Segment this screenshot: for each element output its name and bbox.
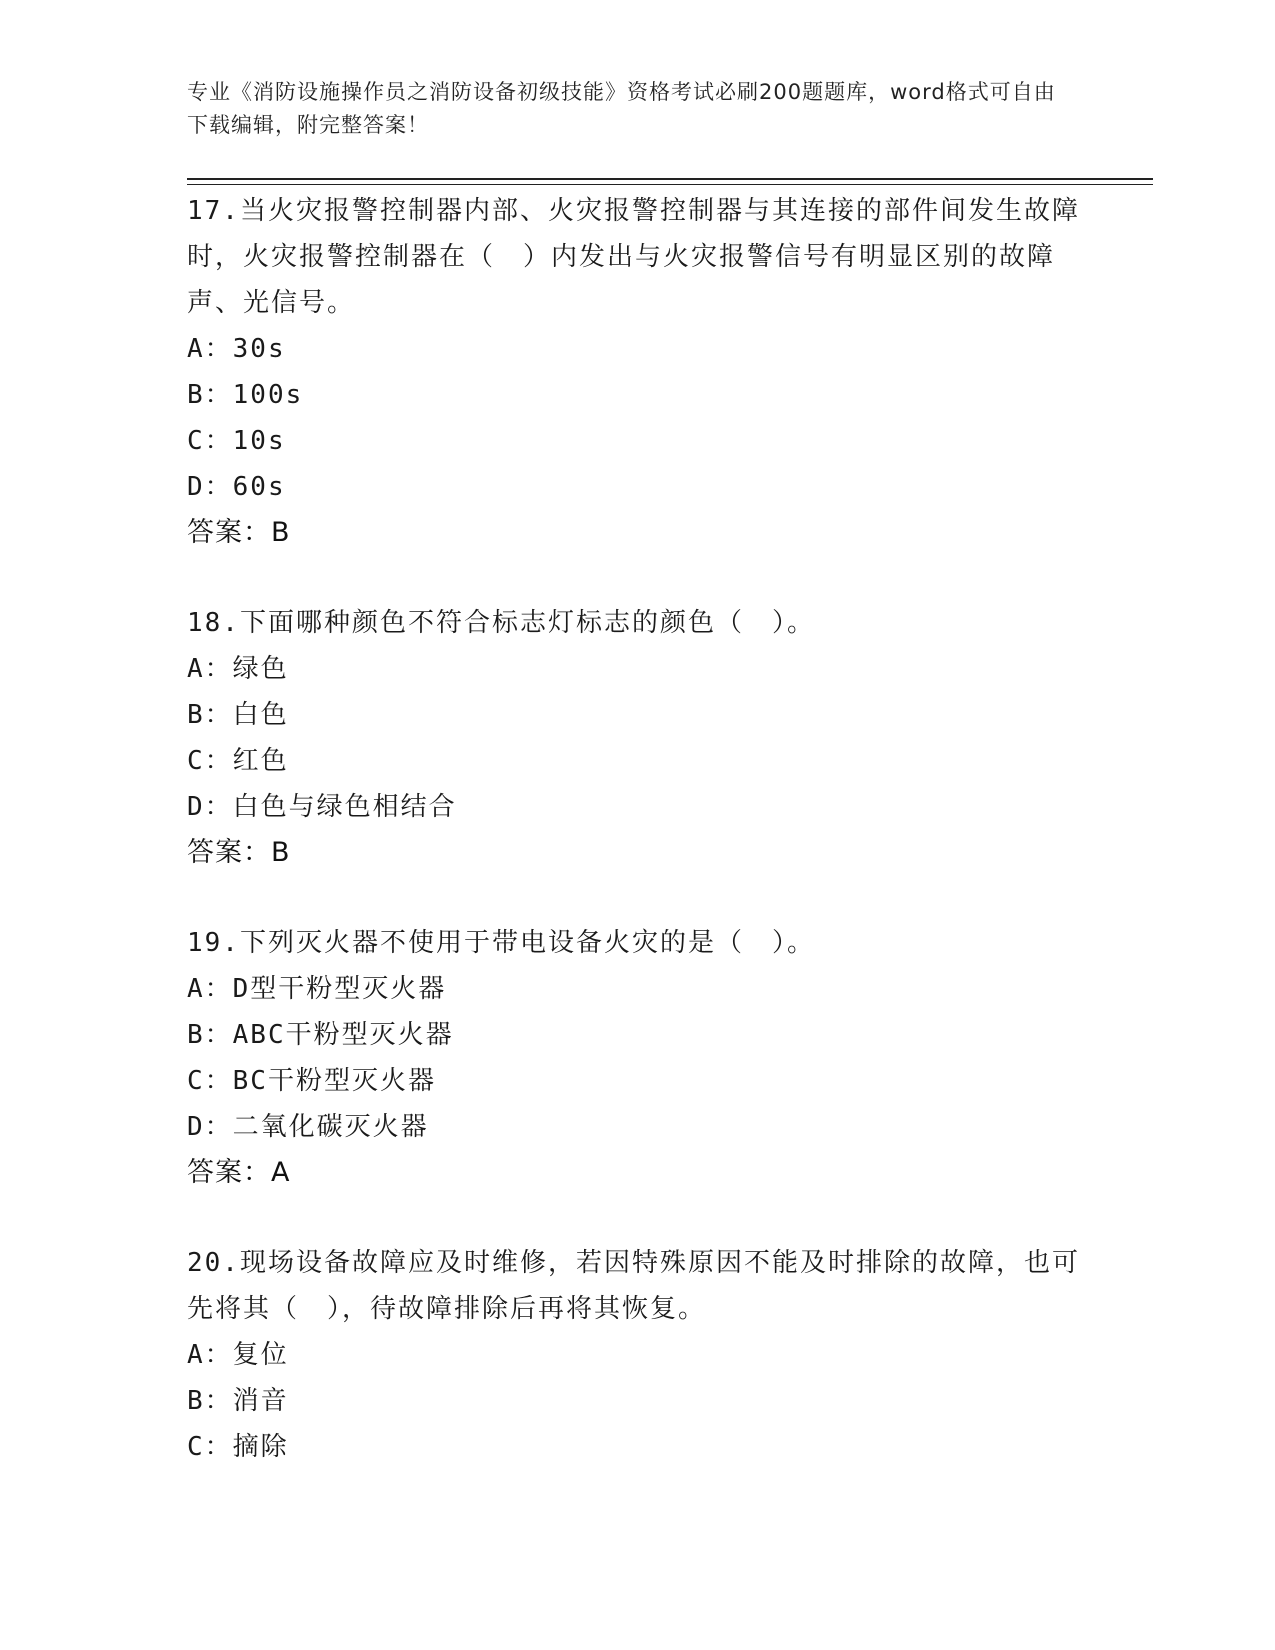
option-d: D：60s [187,472,286,502]
option-b: B：白色 [187,700,289,730]
option-a: A：30s [187,334,286,364]
question-stem: 17.当火灾报警控制器内部、火灾报警控制器与其连接的部件间发生故障时，火灾报警控制器在（ ）内发出与火灾报警信号有明显区别的故障声、光信号。 [187,196,1080,318]
question-20 [187,1240,1087,1470]
question-list [187,188,1087,1514]
answer: 答案：B [187,837,291,868]
option-c: C：BC干粉型灭火器 [187,1066,436,1096]
question-19 [187,920,1087,1196]
option-b: B：100s [187,380,304,410]
option-d: D：白色与绿色相结合 [187,792,457,822]
answer: 答案：A [187,1157,291,1188]
question-17 [187,188,1087,556]
option-c: C：摘除 [187,1432,289,1462]
question-stem: 18.下面哪种颜色不符合标志灯标志的颜色（ ）。 [187,608,815,638]
option-b: B：消音 [187,1386,289,1416]
option-a: A：D型干粉型灭火器 [187,974,447,1004]
option-c: C：10s [187,426,286,456]
header-divider-thin [187,184,1153,185]
document-header: 专业《消防设施操作员之消防设备初级技能》资格考试必刷200题题库，word格式可自由下载编辑，附完整答案！ [187,80,1056,137]
header-divider-thick [187,178,1153,180]
option-b: B：ABC干粉型灭火器 [187,1020,454,1050]
option-a: A：复位 [187,1340,289,1370]
option-c: C：红色 [187,746,289,776]
question-stem: 19.下列灭火器不使用于带电设备火灾的是（ ）。 [187,928,815,958]
answer: 答案：B [187,517,291,548]
option-d: D：二氧化碳灭火器 [187,1112,429,1142]
question-stem: 20.现场设备故障应及时维修，若因特殊原因不能及时排除的故障，也可先将其（ ），待故障排除后再将其恢复。 [187,1248,1080,1324]
option-a: A：绿色 [187,654,289,684]
question-18 [187,600,1087,876]
